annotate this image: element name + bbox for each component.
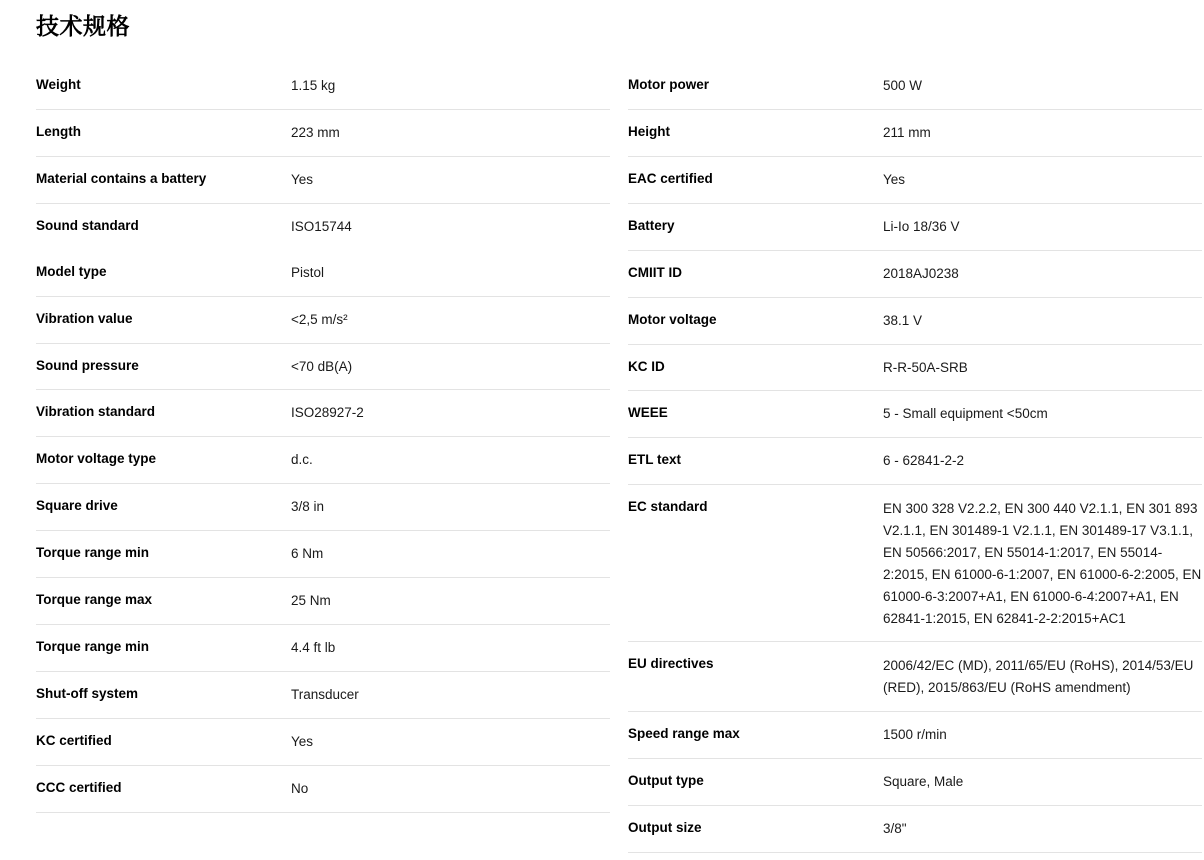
table-row [628, 806, 1202, 853]
spec-value: Yes [291, 733, 314, 749]
table-row [36, 157, 610, 204]
table-row [628, 298, 1202, 345]
table-row [36, 719, 610, 766]
table-row [628, 204, 1202, 251]
spec-label: Height [628, 123, 670, 139]
spec-value: 6 Nm [291, 546, 324, 562]
table-row [36, 63, 610, 110]
spec-label: Torque range min [36, 545, 150, 561]
spec-label: Square drive [36, 498, 118, 514]
spec-value: Li-Io 18/36 V [883, 218, 960, 234]
spec-value: 2006/42/EC (MD), 2011/65/EU (RoHS), 2014/53/EU (RED), 2015/863/EU (RoHS amendment) [883, 658, 1194, 696]
table-row [36, 390, 610, 437]
table-row [628, 157, 1202, 204]
spec-value: ISO28927-2 [291, 405, 364, 421]
table-row [628, 438, 1202, 485]
spec-value: 3/8 in [291, 499, 325, 515]
table-row [36, 672, 610, 719]
spec-label: Weight [36, 77, 81, 92]
table-row [628, 759, 1202, 806]
spec-label: Torque range min [36, 639, 150, 655]
spec-value: 3/8" [883, 821, 907, 837]
spec-label: Output type [628, 773, 704, 789]
spec-value: 2018AJ0238 [883, 265, 959, 281]
spec-value: EN 300 328 V2.2.2, EN 300 440 V2.1.1, EN 301 893 V2.1.1, EN 301489-1 V2.1.1, EN 301489-17 V3.1.1, EN 50566:2017, EN 55014-1:2017, EN 55014-2:2015, EN 61000-6-1:2007, EN 61000-6-2:2005, EN 61000-6-3:2007+A1, EN 61000-6-4:2007+A1, EN 62841-1:2015, EN 62841-2-2:2015+AC1 [883, 501, 1202, 626]
spec-value: 211 mm [883, 124, 931, 140]
spec-label: KC ID [628, 358, 665, 374]
table-row [628, 712, 1202, 759]
table-row [628, 642, 1202, 712]
spec-value: d.c. [291, 452, 313, 468]
spec-label: CMIIT ID [628, 264, 682, 280]
spec-label: Motor power [628, 77, 709, 92]
spec-label: WEEE [628, 405, 668, 421]
spec-value: 4.4 ft lb [291, 640, 336, 656]
table-row [36, 110, 610, 157]
table-row [36, 437, 610, 484]
specifications-left-column [36, 63, 610, 813]
table-row [36, 484, 610, 531]
spec-value: 5 - Small equipment <50cm [883, 406, 1048, 422]
spec-value: 1.15 kg [291, 78, 336, 93]
spec-label: Vibration value [36, 310, 133, 326]
spec-value: 1500 r/min [883, 727, 947, 743]
spec-value: <70 dB(A) [291, 358, 353, 374]
spec-label: Battery [628, 217, 675, 233]
spec-value: 25 Nm [291, 593, 331, 609]
table-row [628, 345, 1202, 392]
spec-value: R-R-50A-SRB [883, 359, 968, 375]
spec-label: Sound pressure [36, 357, 139, 373]
spec-label: KC certified [36, 732, 112, 748]
spec-value: 6 - 62841-2-2 [883, 453, 965, 469]
spec-value: ISO15744 [291, 218, 352, 234]
table-row [36, 625, 610, 672]
page-title: 技术规格 [36, 13, 130, 39]
spec-label: Sound standard [36, 217, 139, 233]
spec-label: Length [36, 123, 81, 139]
spec-label: ETL text [628, 452, 682, 468]
spec-label: Motor voltage [628, 311, 717, 327]
spec-value: Transducer [291, 686, 359, 702]
spec-label: CCC certified [36, 779, 122, 795]
spec-value: No [291, 780, 309, 796]
spec-label: Model type [36, 263, 107, 279]
table-row [628, 251, 1202, 298]
spec-label: Vibration standard [36, 404, 156, 420]
spec-label: Motor voltage type [36, 451, 157, 467]
spec-label: EAC certified [628, 170, 713, 186]
spec-label: Shut-off system [36, 685, 139, 701]
spec-value: 500 W [883, 78, 923, 93]
specifications-columns [0, 63, 1204, 853]
spec-value: Yes [291, 171, 314, 187]
spec-label: Output size [628, 820, 702, 836]
spec-value: 223 mm [291, 124, 340, 140]
table-row [36, 344, 610, 391]
spec-label: EC standard [628, 499, 708, 515]
table-row [36, 204, 610, 250]
spec-label: Material contains a battery [36, 170, 207, 186]
specifications-right-column [628, 63, 1202, 853]
table-row [36, 578, 610, 625]
table-row [36, 531, 610, 578]
spec-label: Torque range max [36, 592, 153, 608]
spec-value: 38.1 V [883, 312, 923, 328]
table-row [36, 250, 610, 297]
table-row [36, 297, 610, 344]
table-row [628, 63, 1202, 110]
table-row [36, 766, 610, 813]
spec-label: EU directives [628, 656, 714, 672]
table-row [628, 391, 1202, 438]
table-row [628, 485, 1202, 642]
spec-value: Pistol [291, 264, 325, 280]
spec-value: Yes [883, 171, 906, 187]
table-row [628, 110, 1202, 157]
spec-value: <2,5 m/s² [291, 311, 348, 327]
spec-label: Speed range max [628, 726, 740, 742]
spec-value: Square, Male [883, 774, 964, 790]
